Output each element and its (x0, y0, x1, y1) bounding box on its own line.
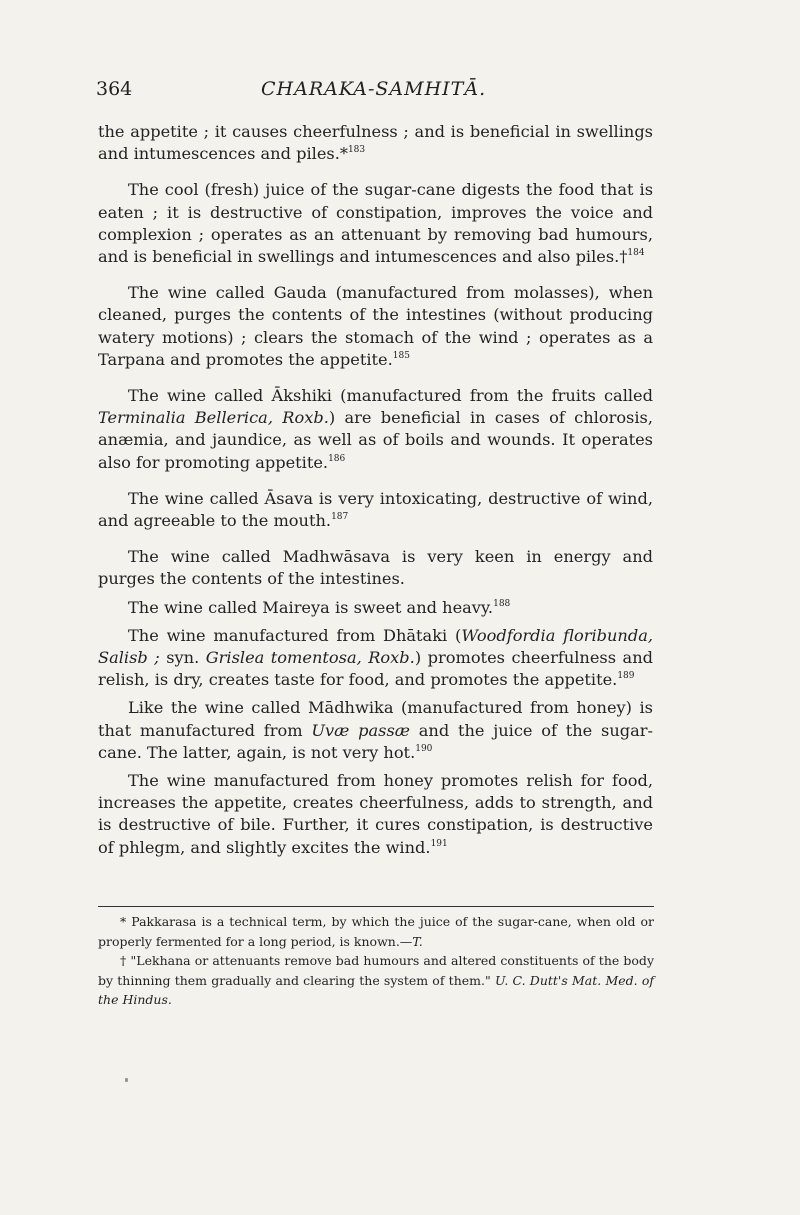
paragraph-6 (98, 546, 653, 590)
reference-number: 187 (331, 512, 349, 523)
reference-number: 188 (493, 598, 511, 609)
reference-number: 186 (328, 453, 346, 464)
paragraph-text: syn. (159, 648, 206, 668)
footnote-text: † "Lekhana or attenuants remove bad humours and altered constituents of the body by thinning them gradually and clearing the system of them." (98, 953, 654, 988)
paragraph-text: ) are beneficial in cases of chlorosis, anæmia, and jaundice, as well as of boils and wounds. It operates also for promoting appetite. (98, 408, 653, 472)
footnote-2 (98, 951, 654, 1010)
reference-number: 183 (347, 145, 366, 156)
latin-name: Grislea tomentosa, Roxb. (205, 648, 415, 668)
page-header (96, 78, 656, 108)
paragraph-text: The wine called Āsava is very intoxicating, destructive of wind, and agreeable to the mouth. (98, 488, 653, 531)
paper-speck (125, 1078, 128, 1082)
latin-name: Woodfordia floribunda, Salisb ; (98, 625, 653, 668)
running-title: CHARAKA-SAMHITĀ. (261, 78, 487, 100)
reference-number: 190 (415, 743, 433, 754)
paragraph-text: Like the wine called Mādhwika (manufactured from honey) is that manufactured from (98, 698, 653, 740)
paragraph-text: The wine called Maireya is sweet and heavy. (128, 597, 494, 617)
paragraph-text: The cool (fresh) juice of the sugar-cane digests the food that is eaten ; it is destructive of constipation, improves the voice and complexion ; operates as an attenuant by removing bad humours, and is beneficial in swellings and intumescences and also piles.† (98, 180, 653, 267)
footnote-divider (98, 906, 654, 907)
paragraph-9 (98, 697, 653, 764)
reference-number: 184 (627, 248, 645, 259)
paragraph-text: The wine called Ākshiki (manufactured from the fruits called (128, 386, 653, 406)
paragraph-2 (98, 179, 653, 268)
paragraph-8 (98, 625, 653, 692)
latin-name: Uvæ passæ (311, 720, 410, 740)
paragraph-7 (98, 597, 653, 619)
latin-name: Terminalia Bellerica, Roxb. (98, 408, 329, 428)
paragraph-3 (98, 282, 653, 371)
paragraph-10 (98, 770, 653, 859)
reference-number: 185 (392, 350, 410, 361)
reference-number: 189 (617, 671, 635, 682)
paragraph-text: The wine called Madhwāsava is very keen in energy and purges the contents of the intestines. (98, 547, 653, 589)
footnotes (98, 912, 654, 1010)
paragraph-4 (98, 385, 653, 474)
reference-number: 191 (430, 838, 448, 849)
paragraph-1 (98, 121, 653, 165)
paragraph-text: The wine manufactured from honey promotes relish for food, increases the appetite, creates cheerfulness, adds to strength, and is destructive of bile. Further, it cures constipation, is destructive of phlegm, and slightly excites the wind. (98, 771, 653, 857)
paragraph-5 (98, 488, 653, 532)
paragraph-text: the appetite ; it causes cheerfulness ; and is beneficial in swellings and intumescences and piles.* (98, 122, 653, 164)
body-text (98, 121, 653, 865)
footnote-text: * Pakkarasa is a technical term, by which the juice of the sugar-cane, when old or properly fermented for a long period, is known.— (98, 914, 654, 949)
footnote-citation: U. C. Dutt's Mat. Med. of the Hindus. (98, 972, 654, 1007)
footnote-signature: T. (412, 933, 423, 949)
paragraph-text: The wine called Gauda (manufactured from molasses), when cleaned, purges the contents of the intestines (without producing watery motions) ; clears the stomach of the wind ; operates as a Tarpana and promotes the appetite. (98, 283, 653, 369)
page-number: 364 (96, 78, 133, 100)
paragraph-text: and the juice of the sugar-cane. The latter, again, is not very hot. (98, 720, 653, 762)
footnote-1 (98, 912, 654, 951)
paragraph-text: ) promotes cheerfulness and relish, is dry, creates taste for food, and promotes the appetite. (98, 648, 653, 690)
paragraph-text: The wine manufactured from Dhātaki ( (128, 625, 462, 645)
